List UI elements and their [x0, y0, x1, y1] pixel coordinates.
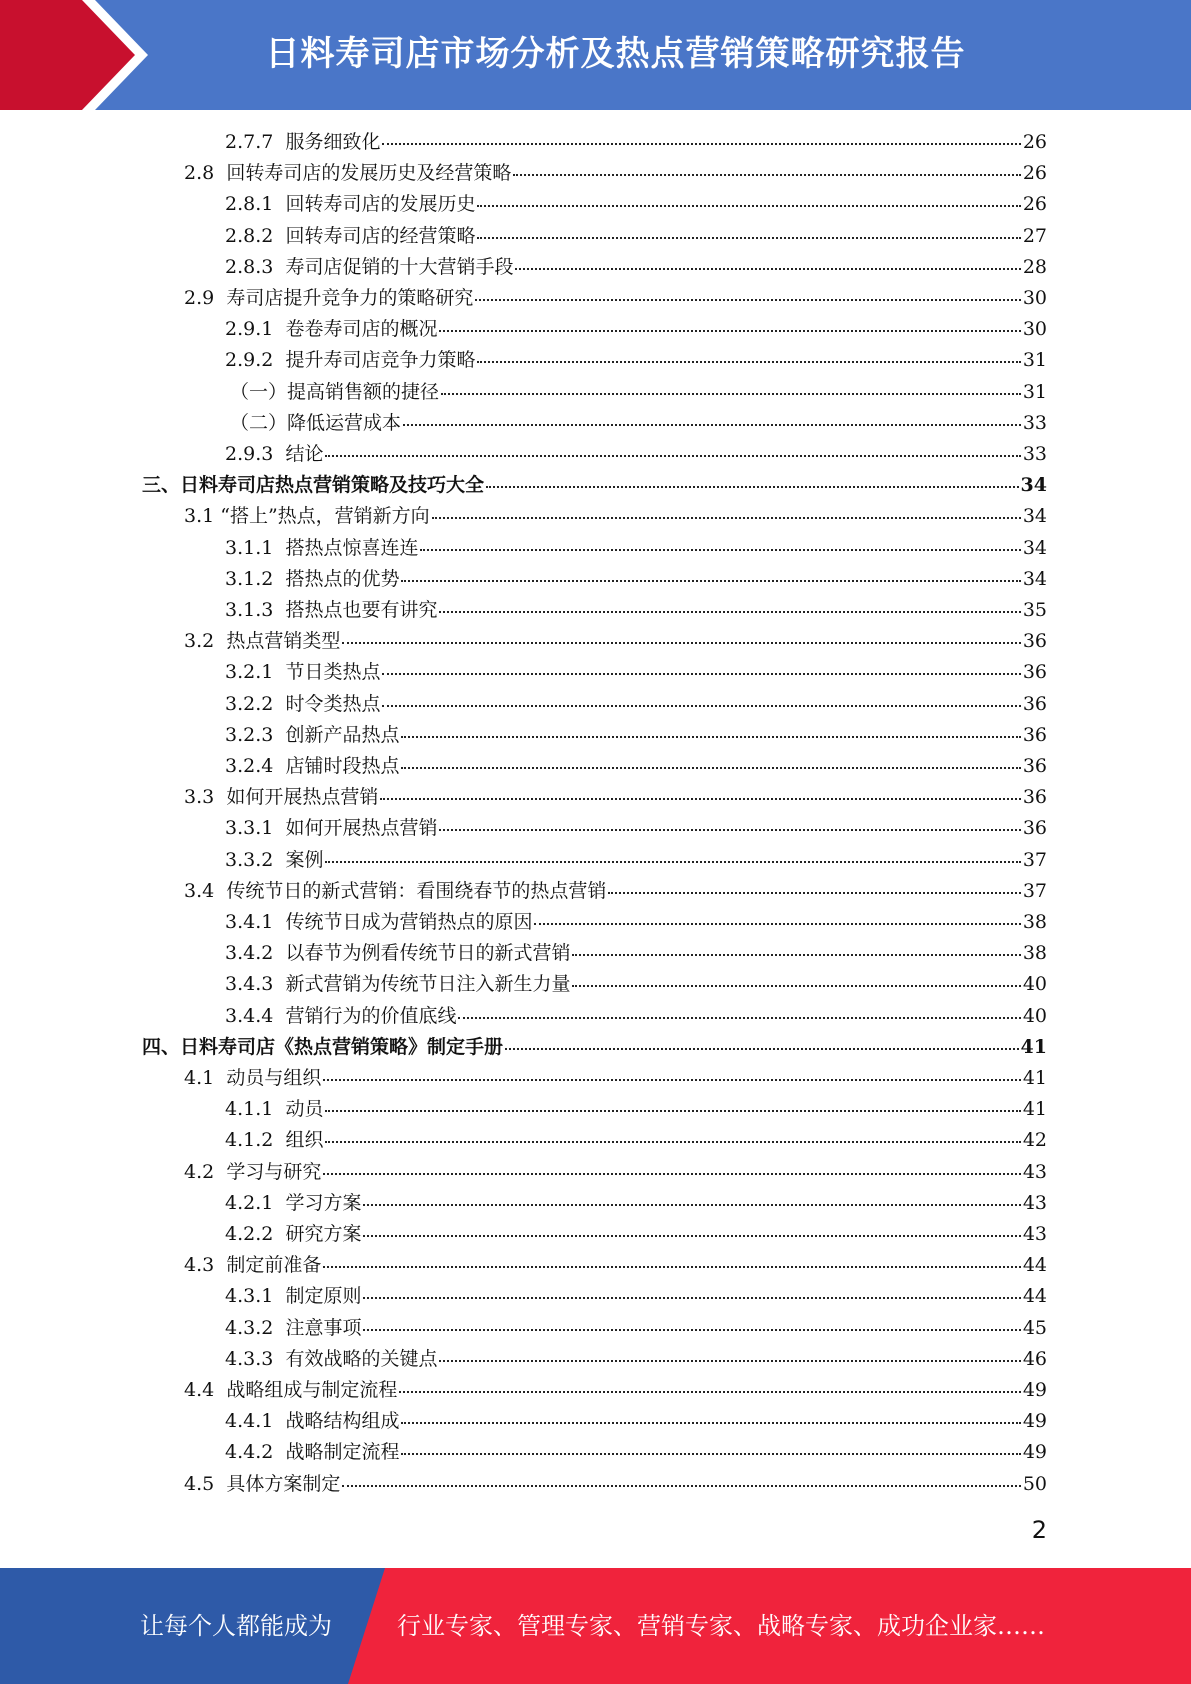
toc-dot-leader — [477, 237, 1020, 239]
toc-entry-page: 43 — [1022, 1160, 1047, 1183]
toc-entry-title: 战略结构组成 — [285, 1410, 400, 1433]
toc-entry[interactable] — [225, 533, 1047, 564]
toc-entry[interactable] — [225, 907, 1047, 938]
toc-entry-title: 新式营销为传统节日注入新生力量 — [285, 973, 571, 996]
toc-dot-leader — [342, 642, 1020, 644]
toc-entry-page: 34 — [1022, 536, 1047, 559]
toc-dot-leader — [420, 549, 1020, 551]
toc-entry-number: 4.1.2 — [225, 1129, 274, 1152]
toc-entry[interactable] — [225, 938, 1047, 969]
toc-entry-page: 26 — [1022, 193, 1047, 216]
toc-entry[interactable] — [184, 1250, 1047, 1281]
toc-entry-page: 37 — [1022, 848, 1047, 871]
toc-entry-title: 卷卷寿司店的概况 — [285, 318, 438, 341]
toc-dot-leader — [441, 393, 1021, 395]
toc-entry-page: 44 — [1022, 1254, 1047, 1277]
toc-entry-title: 学习方案 — [285, 1191, 362, 1214]
toc-entry-page: 38 — [1022, 942, 1047, 965]
toc-entry-page: 36 — [1022, 755, 1047, 777]
toc-dot-leader — [399, 1391, 1020, 1393]
toc-entry-number: 4.2.1 — [225, 1191, 274, 1214]
toc-dot-leader — [401, 1422, 1020, 1424]
toc-entry[interactable] — [225, 845, 1047, 876]
page-number: 2 — [1031, 1516, 1047, 1544]
toc-dot-leader — [363, 1235, 1020, 1237]
toc-entry-number: 4.4 — [184, 1379, 215, 1401]
toc-entry-number: 4.5 — [184, 1472, 215, 1495]
toc-entry-number: 2.7.7 — [225, 131, 274, 153]
toc-entry[interactable] — [142, 470, 1047, 501]
toc-entry-number: 2.9.1 — [225, 318, 274, 341]
toc-dot-leader — [458, 1017, 1020, 1019]
toc-dot-leader — [477, 205, 1020, 207]
toc-entry-number: 4.3.1 — [225, 1285, 274, 1308]
toc-entry-number: 2.9.2 — [225, 349, 274, 372]
toc-entry-title: 时令类热点 — [285, 692, 381, 715]
toc-entry[interactable] — [225, 813, 1047, 844]
toc-entry-number: 3.4 — [184, 879, 215, 902]
toc-entry-title: 注意事项 — [285, 1316, 362, 1339]
toc-entry-title: 如何开展热点营销 — [226, 786, 379, 809]
toc-entry-page: 40 — [1022, 1004, 1047, 1027]
toc-entry-number: 3.2 — [184, 630, 215, 653]
toc-entry-page: 33 — [1022, 411, 1047, 434]
toc-entry-page: 36 — [1022, 692, 1047, 715]
toc-entry-page: 41 — [1022, 1067, 1047, 1089]
toc-entry[interactable] — [225, 189, 1047, 220]
toc-dot-leader — [323, 1266, 1020, 1268]
toc-entry-number: 4.3.2 — [225, 1316, 274, 1339]
toc-dot-leader — [401, 1453, 1020, 1455]
toc-entry-number: 3.4.1 — [225, 911, 274, 933]
toc-entry-title: 有效战略的关键点 — [285, 1347, 438, 1370]
toc-entry[interactable] — [184, 876, 1047, 907]
toc-entry-title: 以春节为例看传统节日的新式营销 — [285, 942, 571, 965]
toc-entry-page: 36 — [1022, 630, 1047, 653]
toc-entry-number: 2.9 — [184, 287, 215, 309]
toc-entry-title: 具体方案制定 — [226, 1472, 341, 1495]
toc-entry-number: 3.2.4 — [225, 755, 274, 777]
toc-entry-number: 3.3.2 — [225, 848, 274, 871]
toc-entry[interactable] — [230, 377, 1047, 408]
toc-entry-title: 四、日料寿司店《热点营销策略》制定手册 — [142, 1035, 504, 1058]
toc-entry[interactable] — [225, 689, 1047, 720]
footer-slogan: 让每个人都能成为 — [140, 1612, 332, 1640]
toc-entry-title: 战略组成与制定流程 — [226, 1379, 398, 1401]
toc-dot-leader — [401, 736, 1020, 738]
toc-entry[interactable] — [225, 1094, 1047, 1125]
toc-dot-leader — [401, 767, 1020, 769]
toc-entry-number: 3.3.1 — [225, 817, 274, 840]
toc-entry-title: 提升寿司店竞争力策略 — [285, 349, 476, 372]
toc-entry[interactable] — [225, 252, 1047, 283]
toc-entry-page: 36 — [1022, 723, 1047, 746]
toc-entry-page: 50 — [1022, 1472, 1047, 1495]
toc-entry-page: 26 — [1022, 162, 1047, 185]
toc-entry-title: （二）降低运营成本 — [230, 411, 402, 434]
toc-entry-title: 研究方案 — [285, 1223, 362, 1245]
toc-entry-title: 营销行为的价值底线 — [285, 1004, 457, 1027]
toc-entry[interactable] — [225, 1437, 1047, 1468]
toc-entry-number: 4.2 — [184, 1160, 215, 1183]
toc-entry[interactable] — [225, 1313, 1047, 1344]
toc-entry[interactable] — [230, 408, 1047, 439]
toc-entry-title: 学习与研究 — [226, 1160, 322, 1183]
toc-entry-page: 31 — [1022, 380, 1047, 403]
toc-entry-title: 动员与组织 — [226, 1067, 322, 1089]
toc-dot-leader — [363, 1329, 1020, 1331]
toc-entry-page: 28 — [1022, 255, 1047, 278]
toc-entry-number: 4.3.3 — [225, 1347, 274, 1370]
toc-entry-title: 案例 — [285, 848, 324, 871]
toc-entry[interactable] — [184, 158, 1047, 189]
toc-dot-leader — [401, 580, 1020, 582]
toc-entry[interactable] — [225, 657, 1047, 688]
toc-dot-leader — [380, 798, 1020, 800]
toc-entry-page: 35 — [1022, 599, 1047, 621]
toc-entry[interactable] — [225, 314, 1047, 345]
toc-entry-page: 46 — [1022, 1347, 1047, 1370]
toc-dot-leader — [325, 1110, 1020, 1112]
toc-entry[interactable] — [184, 782, 1047, 813]
toc-entry-number: 3.4.4 — [225, 1004, 274, 1027]
toc-entry-number: 2.8.1 — [225, 193, 274, 216]
toc-dot-leader — [323, 1173, 1020, 1175]
toc-entry-title: 店铺时段热点 — [285, 755, 400, 777]
toc-entry[interactable] — [225, 1219, 1047, 1250]
toc-entry[interactable] — [225, 127, 1047, 158]
toc-dot-leader — [475, 299, 1020, 301]
toc-entry[interactable] — [184, 626, 1047, 657]
toc-entry-number: 3.2.1 — [225, 661, 274, 684]
toc-dot-leader — [382, 143, 1020, 145]
toc-entry-number: 4.4.2 — [225, 1441, 274, 1464]
toc-entry[interactable] — [225, 221, 1047, 252]
toc-entry[interactable] — [184, 283, 1047, 314]
toc-dot-leader — [505, 1048, 1019, 1050]
toc-entry-page: 43 — [1022, 1191, 1047, 1214]
toc-dot-leader — [477, 361, 1020, 363]
toc-entry-page: 42 — [1022, 1129, 1047, 1152]
toc-dot-leader — [439, 611, 1020, 613]
toc-entry[interactable] — [184, 1063, 1047, 1094]
toc-entry[interactable] — [225, 1281, 1047, 1312]
toc-dot-leader — [486, 486, 1019, 488]
toc-entry-title: 寿司店提升竞争力的策略研究 — [226, 287, 474, 309]
toc-entry-number: 4.1.1 — [225, 1098, 274, 1121]
toc-entry-title: 组织 — [285, 1129, 324, 1152]
toc-entry-title: 回转寿司店的发展历史 — [285, 193, 476, 216]
toc-entry-title: 创新产品热点 — [285, 723, 400, 746]
toc-entry-number: 3.1.2 — [225, 567, 274, 590]
toc-entry-page: 34 — [1022, 505, 1047, 528]
toc-entry-title: 传统节日的新式营销：看围绕春节的热点营销 — [226, 879, 607, 902]
toc-entry-page: 40 — [1022, 973, 1047, 996]
toc-entry-page: 34 — [1022, 567, 1047, 590]
toc-entry-page: 43 — [1022, 1223, 1047, 1245]
toc-entry-number: 3.1.3 — [225, 599, 274, 621]
toc-entry-number: 4.2.2 — [225, 1223, 274, 1245]
toc-dot-leader — [403, 424, 1021, 426]
toc-dot-leader — [572, 954, 1020, 956]
toc-dot-leader — [432, 517, 1021, 519]
toc-dot-leader — [515, 268, 1020, 270]
toc-entry-title: 回转寿司店的经营策略 — [285, 224, 476, 247]
toc-entry-title: 制定前准备 — [226, 1254, 322, 1277]
toc-entry-page: 30 — [1022, 287, 1047, 309]
toc-entry-page: 37 — [1022, 879, 1047, 902]
toc-dot-leader — [513, 174, 1020, 176]
toc-entry[interactable] — [225, 595, 1047, 626]
toc-entry-page: 30 — [1022, 318, 1047, 341]
toc-entry[interactable] — [225, 564, 1047, 595]
toc-entry-page: 38 — [1022, 911, 1047, 933]
toc-entry-number: 3.1.1 — [225, 536, 274, 559]
toc-dot-leader — [325, 1141, 1020, 1143]
toc-entry-number: 2.8 — [184, 162, 215, 185]
toc-entry[interactable] — [142, 1032, 1047, 1063]
toc-dot-leader — [439, 330, 1020, 332]
page-footer — [0, 1568, 1191, 1684]
toc-dot-leader — [382, 673, 1020, 675]
toc-entry-title: 节日类热点 — [285, 661, 381, 684]
toc-entry-title: 3.1 “搭上”热点，营销新方向 — [184, 505, 430, 528]
toc-dot-leader — [325, 455, 1020, 457]
toc-entry-number: 2.8.2 — [225, 224, 274, 247]
toc-entry[interactable] — [184, 1375, 1047, 1406]
toc-entry-page: 33 — [1022, 443, 1047, 465]
toc-entry-title: （一）提高销售额的捷径 — [230, 380, 440, 403]
toc-entry-page: 41 — [1022, 1098, 1047, 1121]
toc-entry[interactable] — [225, 1406, 1047, 1437]
toc-entry-title: 如何开展热点营销 — [285, 817, 438, 840]
footer-tagline: 行业专家、管理专家、营销专家、战略专家、成功企业家…… — [397, 1612, 1045, 1640]
toc-dot-leader — [608, 892, 1020, 894]
toc-entry[interactable] — [225, 720, 1047, 751]
toc-dot-leader — [342, 1485, 1020, 1487]
toc-dot-leader — [325, 861, 1020, 863]
toc-entry-title: 搭热点的优势 — [285, 567, 400, 590]
document-title: 日料寿司店市场分析及热点营销策略研究报告 — [265, 34, 966, 74]
toc-dot-leader — [439, 829, 1020, 831]
toc-entry-number: 4.3 — [184, 1254, 215, 1277]
toc-dot-leader — [363, 1297, 1020, 1299]
toc-entry-number: 3.3 — [184, 786, 215, 809]
toc-dot-leader — [382, 705, 1020, 707]
page-header — [0, 0, 1191, 110]
toc-entry-title: 搭热点惊喜连连 — [285, 536, 419, 559]
toc-entry-title: 热点营销类型 — [226, 630, 341, 653]
toc-entry-page: 41 — [1020, 1035, 1047, 1058]
toc-entry-number: 4.4.1 — [225, 1410, 274, 1433]
toc-entry-title: 制定原则 — [285, 1285, 362, 1308]
toc-entry[interactable] — [184, 501, 1047, 532]
toc-dot-leader — [323, 1079, 1020, 1081]
toc-entry[interactable] — [225, 345, 1047, 376]
toc-entry-title: 寿司店促销的十大营销手段 — [285, 255, 514, 278]
toc-entry[interactable] — [225, 1188, 1047, 1219]
toc-entry-number: 2.8.3 — [225, 255, 274, 278]
toc-entry-number: 4.1 — [184, 1067, 215, 1089]
toc-entry-page: 27 — [1022, 224, 1047, 247]
toc-entry-page: 49 — [1022, 1410, 1047, 1433]
toc-entry-title: 动员 — [285, 1098, 324, 1121]
toc-entry-title: 回转寿司店的发展历史及经营策略 — [226, 162, 512, 185]
toc-entry-page: 45 — [1022, 1316, 1047, 1339]
toc-entry[interactable] — [225, 1125, 1047, 1156]
toc-entry-page: 36 — [1022, 817, 1047, 840]
toc-entry[interactable] — [225, 439, 1047, 470]
toc-entry-page: 26 — [1022, 131, 1047, 153]
toc-entry-page: 49 — [1022, 1379, 1047, 1401]
toc-entry[interactable] — [225, 1001, 1047, 1032]
toc-entry-page: 49 — [1022, 1441, 1047, 1464]
toc-entry[interactable] — [225, 969, 1047, 1000]
toc-entry-number: 3.4.2 — [225, 942, 274, 965]
toc-entry-page: 36 — [1022, 661, 1047, 684]
toc-entry[interactable] — [225, 751, 1047, 782]
toc-dot-leader — [534, 923, 1020, 925]
toc-entry-page: 44 — [1022, 1285, 1047, 1308]
toc-entry-title: 战略制定流程 — [285, 1441, 400, 1464]
toc-dot-leader — [363, 1204, 1020, 1206]
toc-entry-title: 传统节日成为营销热点的原因 — [285, 911, 533, 933]
toc-dot-leader — [439, 1360, 1020, 1362]
toc-entry-title: 三、日料寿司店热点营销策略及技巧大全 — [142, 474, 485, 497]
toc-entry-page: 31 — [1022, 349, 1047, 372]
toc-entry[interactable] — [184, 1157, 1047, 1188]
toc-entry-number: 3.2.2 — [225, 692, 274, 715]
toc-entry-number: 3.2.3 — [225, 723, 274, 746]
toc-entry-title: 结论 — [285, 443, 324, 465]
toc-dot-leader — [572, 985, 1020, 987]
toc-entry-title: 搭热点也要有讲究 — [285, 599, 438, 621]
toc-entry-number: 2.9.3 — [225, 443, 274, 465]
toc-entry-number: 3.4.3 — [225, 973, 274, 996]
toc-entry-page: 36 — [1022, 786, 1047, 809]
toc-entry[interactable] — [184, 1469, 1047, 1500]
toc-entry-page: 34 — [1020, 474, 1047, 497]
toc-entry-title: 服务细致化 — [285, 131, 381, 153]
toc-entry[interactable] — [225, 1344, 1047, 1375]
header-arrow-decoration — [0, 0, 150, 110]
